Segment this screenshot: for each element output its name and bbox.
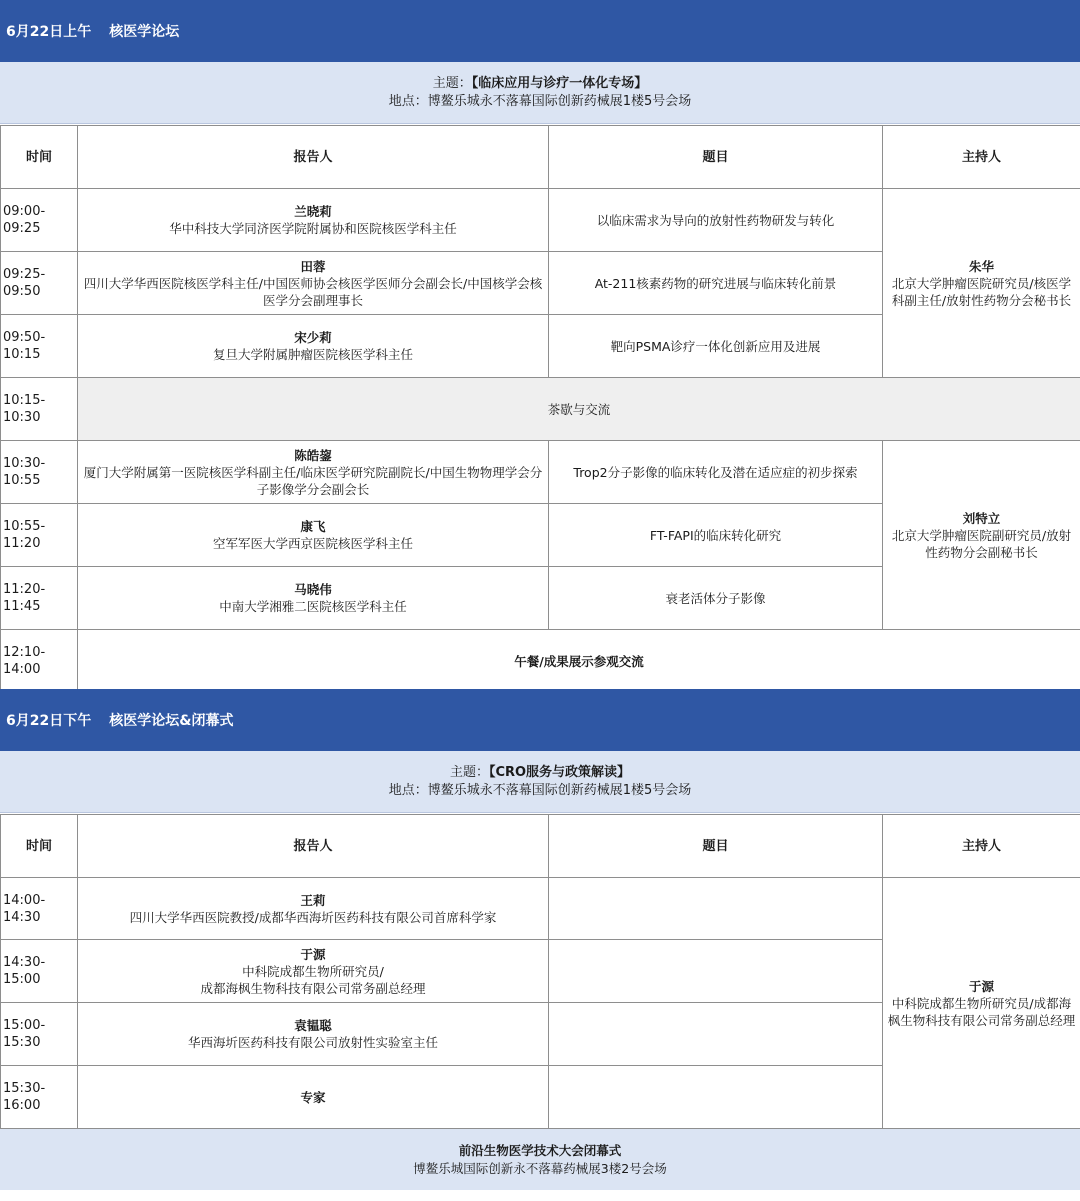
speaker-cell (78, 252, 549, 315)
host-name: 于源 (968, 978, 994, 994)
table-row (1, 441, 1080, 504)
theme-label: 主题： (432, 75, 472, 91)
speaker-title: 空军军医大学西京医院核医学科主任 (212, 536, 413, 551)
topic-cell (549, 1066, 883, 1129)
row-time: 14:00-14:30 (1, 878, 78, 940)
lunch-row (1, 630, 1080, 693)
row-time: 10:15-10:30 (1, 378, 78, 441)
section2-table (0, 814, 1080, 1129)
host-cell (883, 189, 1080, 378)
row-time: 14:30-15:00 (1, 940, 78, 1003)
host-name: 刘特立 (962, 510, 1001, 526)
topic-cell: 靶向PSMA诊疗一体化创新应用及进展 (549, 315, 883, 378)
host-title: 北京大学肿瘤医院副研究员/放射性药物分会副秘书长 (891, 527, 1072, 560)
table-header-row (1, 815, 1080, 878)
header-topic: 题目 (549, 815, 883, 878)
section1-title: 核医学论坛 (109, 24, 180, 40)
speaker-cell (78, 1066, 549, 1129)
table-row (1, 878, 1080, 940)
speaker-name: 康飞 (300, 519, 326, 534)
speaker-name: 专家 (300, 1089, 326, 1105)
venue-value: 博鳌乐城永不落幕国际创新药械展1楼5号会场 (427, 782, 692, 798)
host-title: 中科院成都生物所研究员/成都海枫生物科技有限公司常务副总经理 (887, 995, 1076, 1028)
topic-cell (549, 940, 883, 1003)
speaker-name: 宋少莉 (294, 330, 332, 345)
row-time: 09:25-09:50 (1, 252, 78, 315)
header-time: 时间 (1, 126, 78, 189)
topic-cell (549, 878, 883, 940)
theme-label: 主题： (449, 764, 489, 780)
lunch-cell: 午餐/成果展示参观交流 (78, 630, 1080, 693)
speaker-title-line2: 成都海枫生物科技有限公司常务副总经理 (200, 980, 426, 996)
table-header-row (1, 126, 1080, 189)
section1-band (0, 0, 1080, 62)
speaker-name: 陈皓鋆 (294, 447, 332, 463)
header-topic: 题目 (549, 126, 883, 189)
section1-date: 6月22日上午 (6, 24, 92, 40)
speaker-cell (78, 1003, 549, 1066)
row-time: 10:55-11:20 (1, 504, 78, 567)
row-time: 10:30-10:55 (1, 441, 78, 504)
speaker-title: 四川大学华西医院核医学科主任/中国医师协会核医学医师分会副会长/中国核学会核医学分会副理事长 (83, 275, 543, 308)
host-title: 北京大学肿瘤医院研究员/核医学科副主任/放射性药物分会秘书长 (891, 275, 1072, 308)
break-cell: 茶歇与交流 (78, 378, 1080, 441)
section2-theme-line (450, 764, 630, 782)
venue-label: 地点： (388, 782, 428, 798)
row-time: 15:00-15:30 (1, 1003, 78, 1066)
speaker-name: 田蓉 (300, 258, 326, 274)
speaker-title: 中南大学湘雅二医院核医学科主任 (219, 599, 407, 614)
speaker-name: 袁韫聪 (294, 1018, 332, 1033)
row-time: 09:50-10:15 (1, 315, 78, 378)
closing-title: 前沿生物医学技术大会闭幕式 (458, 1142, 622, 1158)
section1-theme-line (433, 75, 648, 93)
speaker-title: 厦门大学附属第一医院核医学科副主任/临床医学研究院副院长/中国生物物理学会分子影像学分会副会长 (83, 464, 543, 497)
section2-date: 6月22日下午 (6, 713, 92, 729)
header-host: 主持人 (883, 126, 1080, 189)
topic-cell: 以临床需求为导向的放射性药物研发与转化 (549, 189, 883, 252)
speaker-title: 复旦大学附属肿瘤医院核医学科主任 (212, 347, 413, 362)
section1-theme-box (0, 62, 1080, 124)
section2-band (0, 689, 1080, 751)
topic-cell: At-211核素药物的研究进展与临床转化前景 (549, 252, 883, 315)
header-speaker: 报告人 (78, 815, 549, 878)
section2-theme-box (0, 751, 1080, 813)
section1-table (0, 125, 1080, 693)
header-host: 主持人 (883, 815, 1080, 878)
speaker-name: 兰晓莉 (294, 204, 332, 219)
speaker-cell (78, 940, 549, 1003)
row-time: 09:00-09:25 (1, 189, 78, 252)
table-row (1, 189, 1080, 252)
topic-cell: Trop2分子影像的临床转化及潜在适应症的初步探索 (549, 441, 883, 504)
topic-cell: FT-FAPI的临床转化研究 (549, 504, 883, 567)
topic-cell: 衰老活体分子影像 (549, 567, 883, 630)
break-row (1, 378, 1080, 441)
speaker-title: 华西海圻医药科技有限公司放射性实验室主任 (187, 1035, 438, 1050)
row-time: 12:10-14:00 (1, 630, 78, 693)
speaker-cell (78, 878, 549, 940)
section1-venue-line (389, 93, 692, 111)
host-name: 朱华 (968, 258, 994, 274)
speaker-title: 四川大学华西医院教授/成都华西海圻医药科技有限公司首席科学家 (129, 909, 497, 925)
speaker-cell (78, 504, 549, 567)
speaker-cell (78, 567, 549, 630)
theme-value: 【CRO服务与政策解读】 (488, 764, 631, 780)
topic-cell (549, 1003, 883, 1066)
speaker-cell (78, 441, 549, 504)
venue-value: 博鳌乐城永不落幕国际创新药械展1楼5号会场 (427, 93, 692, 109)
section2-venue-line (389, 782, 692, 800)
speaker-title: 中科院成都生物所研究员/ (242, 963, 384, 979)
venue-label: 地点： (388, 93, 428, 109)
section2-title: 核医学论坛&闭幕式 (109, 713, 234, 729)
speaker-name: 于源 (300, 946, 326, 962)
closing-venue: 博鳌乐城国际创新永不落幕药械展3楼2号会场 (413, 1160, 667, 1176)
row-time: 11:20-11:45 (1, 567, 78, 630)
theme-value: 【临床应用与诊疗一体化专场】 (471, 75, 648, 91)
speaker-name: 马晓伟 (294, 582, 332, 597)
speaker-cell (78, 315, 549, 378)
speaker-cell (78, 189, 549, 252)
header-time: 时间 (1, 815, 78, 878)
speaker-name: 王莉 (300, 892, 326, 908)
speaker-title: 华中科技大学同济医学院附属协和医院核医学科主任 (169, 221, 457, 236)
host-cell (883, 441, 1080, 630)
row-time: 15:30-16:00 (1, 1066, 78, 1129)
header-speaker: 报告人 (78, 126, 549, 189)
host-cell (883, 878, 1080, 1129)
closing-ceremony-box (0, 1128, 1080, 1190)
